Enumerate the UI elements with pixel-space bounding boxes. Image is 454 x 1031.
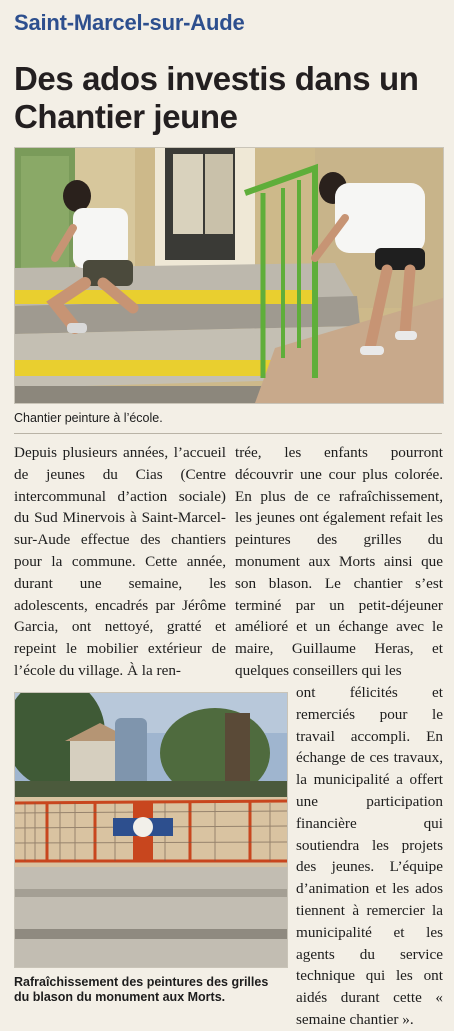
article-body-column-1: Depuis plusieurs années, l’accueil de jeunes du Cias (Centre intercommunal d’action sociale) du Sud Minervois à Saint-Marcel-sur-Aude effectue des chantiers pour la commune. Cette année, durant une semaine, les adolescents, encadrés par Jérôme Garcia, ont nettoyé, gratté et repeint le mobilier extérieur de l’école du village. À la ren- xyxy=(14,444,226,679)
school-painting-photo-caption: Chantier peinture à l’école. xyxy=(14,411,163,425)
war-memorial-photo-caption: Rafraîchissement des peintures des grilles du blason du monument aux Morts. xyxy=(14,975,269,1004)
article-location-kicker: Saint-Marcel-sur-Aude xyxy=(14,10,245,35)
school-painting-illustration xyxy=(15,148,443,403)
article-headline: Des ados investis dans un Chantier jeune xyxy=(14,60,419,135)
war-memorial-photo xyxy=(14,692,288,968)
article-body-column-3: ont félicités et remerciés pour le travail accompli. En échange de ces travaux, la municipalité a offert une participation financière qui soutiendra les projets des jeunes. L’équipe d’animation et les ados tiennent à remercier la municipalité et les agents du service technique qui les ont aidés durant cette « semaine chantier ». xyxy=(296,684,443,1028)
article-body-column-2: trée, les enfants pourront découvrir une cour plus colorée. En plus de ce rafraîchissement, les jeunes ont également refait les peintures des grilles du monument aux Morts ainsi que son blason. Le chantier s’est terminé par un petit-déjeuner amélioré et un échange avec le maire, Guillaume Heras, et quelques conseillers qui les xyxy=(235,444,443,679)
war-memorial-illustration xyxy=(15,693,287,967)
school-painting-photo xyxy=(14,147,444,404)
caption-divider xyxy=(14,433,442,434)
